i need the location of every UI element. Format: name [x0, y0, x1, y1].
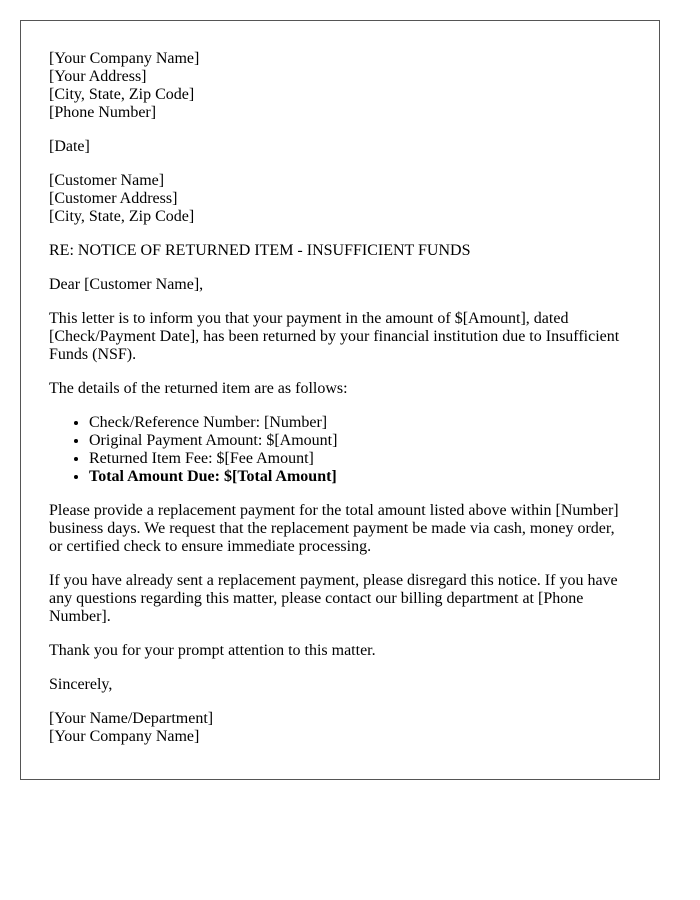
recipient-address: [Customer Address] — [49, 190, 178, 207]
closing: Sincerely, — [49, 676, 113, 693]
recipient-city-state-zip: [City, State, Zip Code] — [49, 208, 195, 225]
intro-paragraph: This letter is to inform you that your payment in the amount of $[Amount], dated [Check/Payment Date], has been returned by your financial institution due to Insufficient Funds (NSF). — [49, 310, 620, 363]
disregard-paragraph: If you have already sent a replacement payment, please disregard this notice. If you have any questions regarding this matter, please contact our billing department at [Phone Number]. — [49, 572, 618, 625]
date-block — [49, 138, 631, 156]
thanks-paragraph: Thank you for your prompt attention to this matter. — [49, 642, 376, 659]
detail-reference-number: • Check/Reference Number: [Number] — [89, 414, 631, 432]
letter-page — [20, 20, 660, 780]
detail-original-amount: • Original Payment Amount: $[Amount] — [89, 432, 631, 450]
signature-block — [49, 710, 631, 746]
sender-address-block — [49, 50, 631, 122]
salutation: Dear [Customer Name], — [49, 276, 204, 293]
recipient-address-block — [49, 172, 631, 226]
details-list — [49, 414, 631, 486]
details-intro: The details of the returned item are as follows: — [49, 380, 348, 397]
subject-line: RE: NOTICE OF RETURNED ITEM - INSUFFICIENT FUNDS — [49, 242, 471, 259]
signature-name-department: [Your Name/Department] — [49, 710, 214, 727]
sender-company-name: [Your Company Name] — [49, 50, 200, 67]
sender-address: [Your Address] — [49, 68, 147, 85]
sender-city-state-zip: [City, State, Zip Code] — [49, 86, 195, 103]
detail-total-due: • Total Amount Due: $[Total Amount] — [89, 468, 631, 486]
letter-date: [Date] — [49, 138, 90, 155]
sender-phone: [Phone Number] — [49, 104, 157, 121]
replacement-paragraph: Please provide a replacement payment for the total amount listed above within [Number] business days. We request that the replacement payment be made via cash, money order, or certified check to ensure immediate processing. — [49, 502, 619, 555]
recipient-name: [Customer Name] — [49, 172, 165, 189]
signature-company-name: [Your Company Name] — [49, 728, 200, 745]
detail-returned-fee: • Returned Item Fee: $[Fee Amount] — [89, 450, 631, 468]
